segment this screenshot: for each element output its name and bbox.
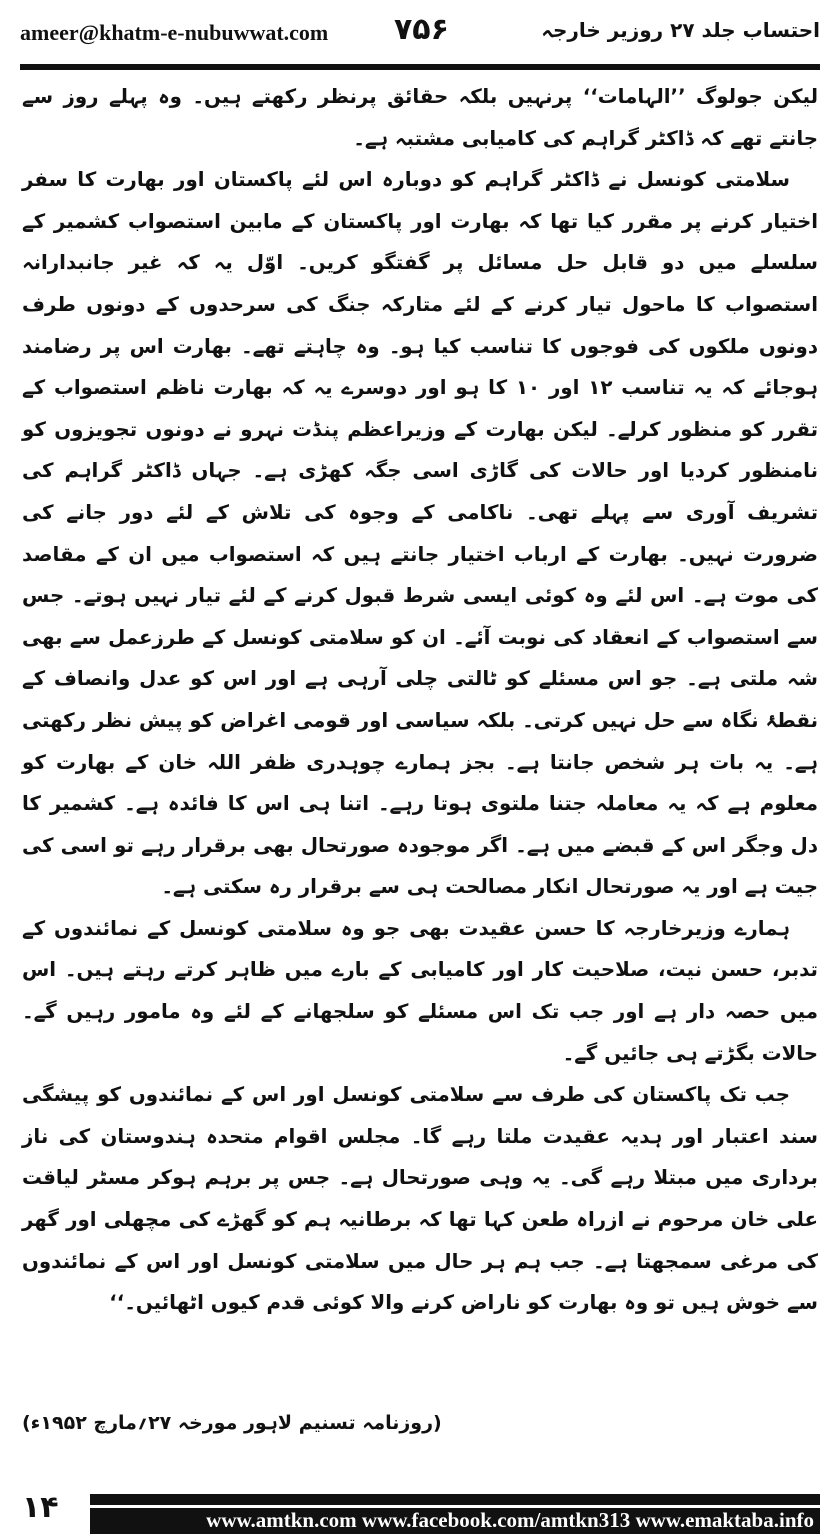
footer-bar (90, 1494, 820, 1534)
running-title: احتساب جلد ۲۷ روزیر خارجہ (541, 18, 820, 42)
paragraph: لیکن جولوگ ’’الہامات‘‘ پرنہیں بلکہ حقائق پرنظر رکھتے ہیں۔ وہ پہلے روز سے جانتے تھے کہ ڈاکٹر گراہم کی کامیابی مشتبہ ہے۔ (22, 85, 818, 150)
header-rule (20, 64, 820, 70)
paragraph: سلامتی کونسل نے ڈاکٹر گراہم کو دوبارہ اس لئے پاکستان اور بھارت کا سفر اختیار کرنے پر مقرر کیا تھا کہ بھارت اور پاکستان کے مابین استصواب کشمیر کے سلسلے میں دو قابل حل مسائل پر گفتگو کریں۔ اوّل یہ کہ غیر جانبدارانہ استصواب کا ماحول تیار کرنے کے لئے متارکہ جنگ کی سرحدوں کے دونوں طرف دونوں ملکوں کی فوجوں کا تناسب کیا ہو۔ وہ چاہتے تھے۔ بھارت اس پر رضامند ہوجائے کہ یہ تناسب ۱۲ اور ۱۰ کا ہو اور دوسرے یہ کہ بھارت ناظم استصواب کے تقرر کو منظور کرلے۔ لیکن بھارت کے وزیراعظم پنڈت نہرو نے دونوں تجویزوں کو نامنظور کردیا اور حالات کی گاڑی اسی جگہ کھڑی ہے۔ جہاں ڈاکٹر گراہم کی تشریف آوری سے پہلے تھی۔ ناکامی کے وجوہ کی تلاش کے لئے دور جانے کی ضرورت نہیں۔ بھارت کے ارباب اختیار جانتے ہیں کہ استصواب میں ان کے مقاصد کی موت ہے۔ اس لئے وہ کوئی ایسی شرط قبول کرنے کے لئے تیار نہیں ہوتے۔ جس سے استصواب کے انعقاد کی نوبت آئے۔ ان کو سلامتی کونسل کے طرزعمل سے بھی شہ ملتی ہے۔ جو اس مسئلے کو ٹالتی چلی آرہی ہے اور اس کو عدل وانصاف کے نقطۂ نگاہ سے حل نہیں کرتی۔ بلکہ سیاسی اور قومی اغراض کو پیش نظر رکھتی ہے۔ یہ بات ہر شخص جانتا ہے۔ بجز ہمارے چوہدری ظفر اللہ خان کے بھارت کو معلوم ہے کہ یہ معاملہ جتنا ملتوی ہوتا رہے۔ اتنا ہی اس کا فائدہ ہے۔ کشمیر کا دل وجگر اس کے قبضے میں ہے۔ اگر موجودہ صورتحال بھی برقرار رہے تو اسی کی جیت ہے اور یہ صورتحال انکار مصالحت ہی سے برقرار رہ سکتی ہے۔ (22, 168, 818, 899)
paragraph: ہمارے وزیرخارجہ کا حسن عقیدت بھی جو وہ سلامتی کونسل کے نمائندوں کے تدبر، حسن نیت، صلاحیت کار اور کامیابی کے بارے میں ظاہر کرتے رہتے ہیں۔ اس میں حصہ دار ہے اور جب تک اس مسئلے کو سلجھانے کے لئے وہ مامور رہیں گے۔ حالات بگڑتے ہی جائیں گے۔ (22, 916, 818, 1065)
source-citation: (روزنامہ تسنیم لاہور مورخہ ۲۷؍مارچ ۱۹۵۲ء) (22, 1412, 442, 1434)
page-footer (20, 1490, 820, 1536)
page-header (20, 14, 820, 58)
footer-page-number: ۱۴ (22, 1490, 59, 1525)
paragraph: جب تک پاکستان کی طرف سے سلامتی کونسل اور اس کے نمائندوں کو پیشگی سند اعتبار اور ہدیہ عقیدت ملتا رہے گا۔ مجلس اقوام متحدہ ہندوستان کی ناز برداری میں مبتلا رہے گی۔ یہ وہی صورتحال ہے۔ جس پر برہم ہوکر مسٹر لیاقت علی خان مرحوم نے ازراہ طعن کہا تھا کہ برطانیہ ہم کو گھڑے کی مچھلی اور گھر کی مرغی سمجھتا ہے۔ جب ہم ہر حال میں سلامتی کونسل اور اس کے نمائندوں سے خوش ہیں تو وہ بھارت کو ناراض کرنے والا کوئی قدم کیوں اٹھائیں۔‘‘ (22, 1083, 818, 1315)
footer-links: www.amtkn.com www.facebook.com/amtkn313 www.emaktaba.info (206, 1508, 814, 1532)
header-page-number: ۷۵۶ (394, 12, 449, 47)
header-email: ameer@khatm-e-nubuwwat.com (20, 20, 329, 45)
article-body (22, 76, 818, 1324)
